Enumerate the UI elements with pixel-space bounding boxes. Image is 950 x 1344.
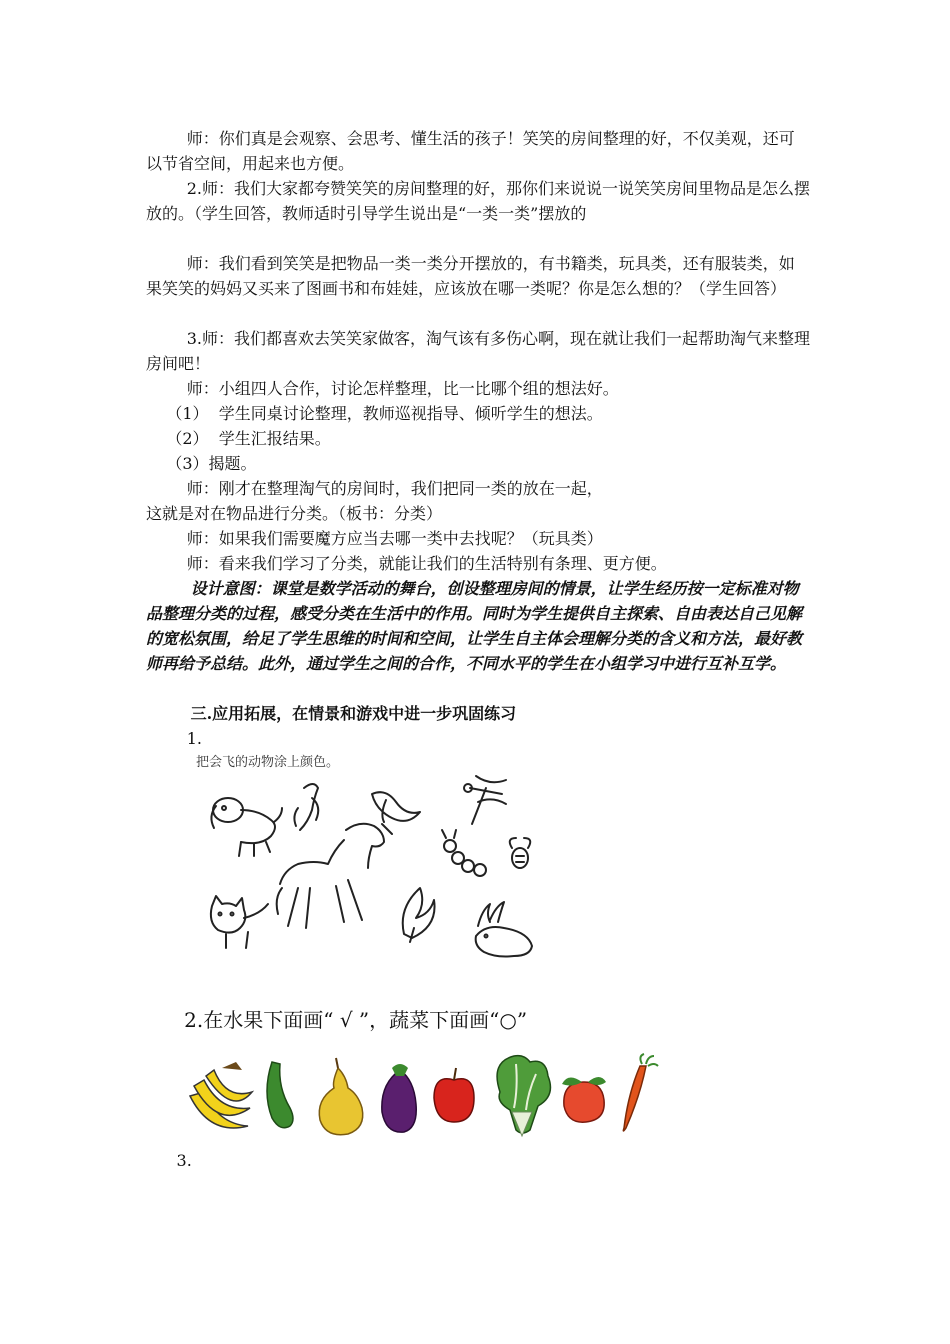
peach-icon: [562, 1077, 606, 1122]
apple-icon: [434, 1068, 474, 1122]
bird-icon: [294, 784, 318, 830]
paragraph-9: 师：看来我们学习了分类，就能让我们的生活特别有条理、更方便。: [146, 554, 667, 573]
produce-illustration: [186, 1052, 666, 1144]
question-3-number: 3.: [146, 1151, 192, 1170]
cat-icon: [211, 896, 268, 948]
pear-icon: [319, 1058, 362, 1135]
carrot-icon: [623, 1054, 658, 1131]
question-2-instruction: 2.在水果下面画“ √ ”，蔬菜下面画“○”: [146, 1008, 528, 1032]
animals-illustration: [186, 748, 546, 973]
question-1-number: 1.: [146, 729, 202, 748]
animals-caption: 把会飞的动物涂上颜色。: [196, 755, 340, 770]
caterpillar-icon: [442, 830, 486, 876]
paragraph-5: 师：小组四人合作，讨论怎样整理，比一比哪个组的想法好。: [146, 379, 619, 398]
banana-icon: [190, 1062, 252, 1128]
paragraph-4: 3.师：我们都喜欢去笑笑家做客，淘气该有多伤心啊，现在就让我们一起帮助淘气来整理房间吧！: [146, 329, 810, 373]
bee-icon: [510, 838, 531, 868]
eggplant-icon: [382, 1064, 416, 1132]
paragraph-1: 师：你们真是会观察、会思考、懂生活的孩子！笑笑的房间整理的好，不仅美观，还可以节省空间，用起来也方便。: [146, 129, 795, 173]
butterfly-icon: [403, 888, 435, 942]
dog-icon: [211, 798, 282, 856]
swallow-icon: [372, 792, 420, 834]
dragonfly-icon: [464, 776, 506, 824]
paragraph-3: 师：我们看到笑笑是把物品一类一类分开摆放的，有书籍类，玩具类，还有服装类，如果笑笑的妈妈又买来了图画书和布娃娃，应该放在哪一类呢？你是怎么想的？（学生回答）: [146, 254, 795, 298]
paragraph-7: 这就是对在物品进行分类。（板书：分类）: [146, 504, 443, 523]
paragraph-2: 2.师：我们大家都夸赞笑笑的房间整理的好，那你们来说说一说笑笑房间里物品是怎么摆放的。（学生回答，教师适时引导学生说出是“一类一类”摆放的: [146, 179, 810, 223]
horse-icon: [277, 824, 384, 928]
paragraph-8: 师：如果我们需要魔方应当去哪一类中去找呢？（玩具类）: [146, 529, 603, 548]
list-item-3: （3）揭题。: [146, 454, 257, 473]
cabbage-icon: [497, 1056, 550, 1136]
rabbit-icon: [476, 902, 532, 957]
list-item-2: （2） 学生汇报结果。: [146, 429, 331, 448]
section-heading: 三.应用拓展，在情景和游戏中进一步巩固练习: [146, 704, 517, 723]
paragraph-6: 师：刚才在整理淘气的房间时，我们把同一类的放在一起，: [146, 479, 603, 498]
list-item-1: （1） 学生同桌讨论整理，教师巡视指导、倾听学生的想法。: [146, 404, 603, 423]
design-intent: 设计意图：课堂是数学活动的舞台，创设整理房间的情景，让学生经历按一定标准对物品整理分类的过程，感受分类在生活中的作用。同时为学生提供自主探索、自由表达自己见解的宽松氛围，给足了学生思维的时间和空间，让学生自主体会理解分类的含义和方法，最好教师再给予总结。此外，通过学生之间的合作，不同水平的学生在小组学习中进行互补互学。: [146, 579, 803, 673]
cucumber-icon: [267, 1062, 293, 1128]
